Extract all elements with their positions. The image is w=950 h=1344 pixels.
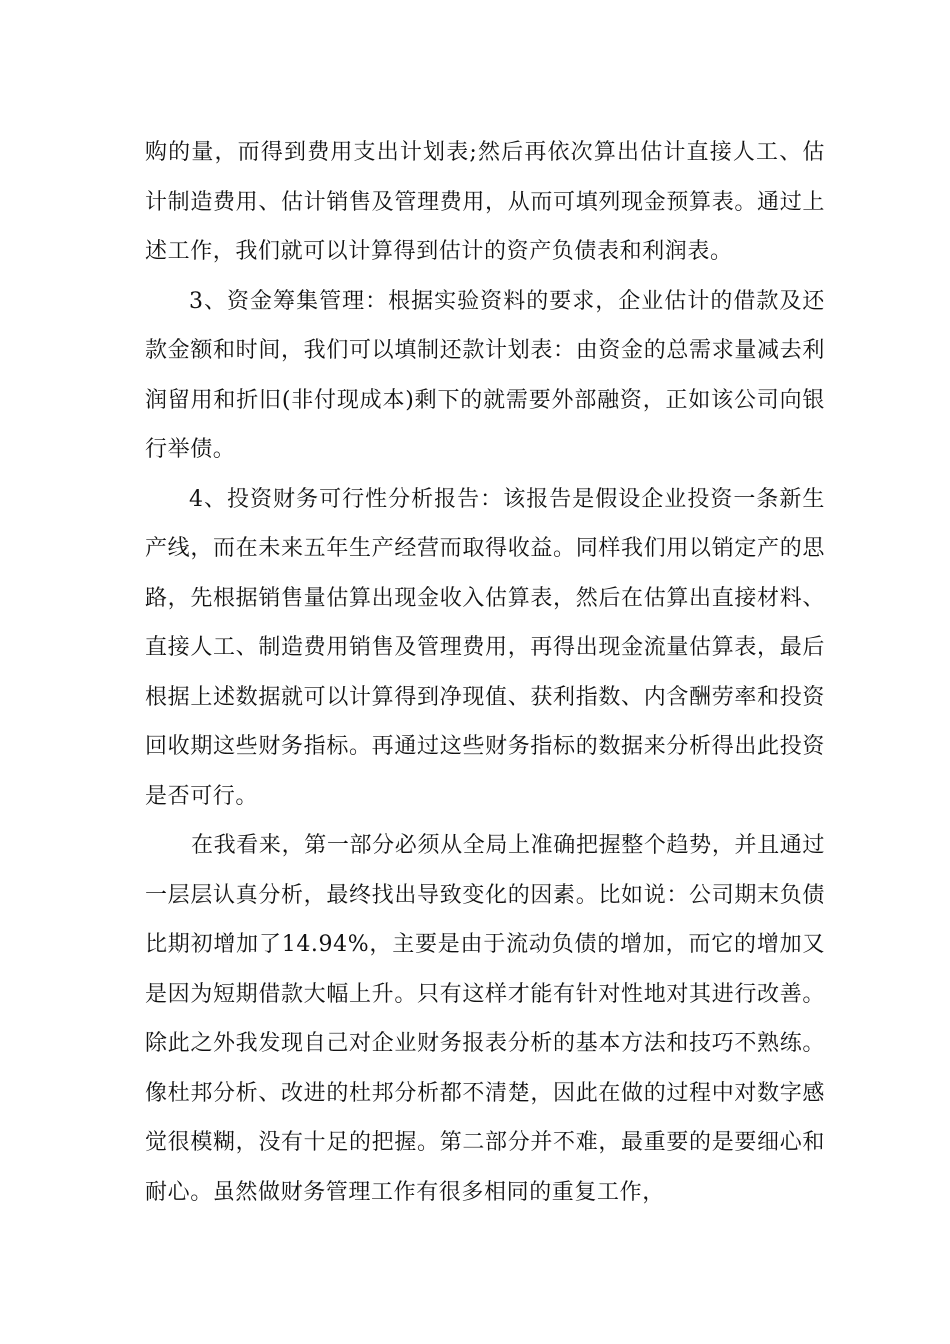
paragraph-reflection: 在我看来，第一部分必须从全局上准确把握整个趋势，并且通过一层层认真分析，最终找出导致变化的因素。比如说：公司期末负债比期初增加了14.94%，主要是由于流动负债的增加，而它的增加又是因为短期借款大幅上升。只有这样才能有针对性地对其进行改善。除此之外我发现自己对企业财务报表分析的基本方法和技巧不熟练。像杜邦分析、改进的杜邦分析都不清楚，因此在做的过程中对数字感觉很模糊，没有十足的把握。第二部分并不难，最重要的是要细心和耐心。虽然做财务管理工作有很多相同的重复工作， (145, 833, 825, 1205)
paragraph-budget-continuation: 购的量，而得到费用支出计划表;然后再依次算出估计直接人工、估计制造费用、估计销售及管理费用，从而可填列现金预算表。通过上述工作，我们就可以计算得到估计的资产负债表和利润表。 (145, 140, 825, 264)
paragraph-investment-feasibility: 4、投资财务可行性分析报告：该报告是假设企业投资一条新生产线，而在未来五年生产经营而取得收益。同样我们用以销定产的思路，先根据销售量估算出现金收入估算表，然后在估算出直接材料、直接人工、制造费用销售及管理费用，再得出现金流量估算表，最后根据上述数据就可以计算得到净现值、获利指数、内含酬劳率和投资回收期这些财务指标。再通过这些财务指标的数据来分析得出此投资是否可行。 (145, 486, 825, 809)
document-body (145, 128, 825, 1217)
paragraph-fund-raising: 3、资金筹集管理：根据实验资料的要求，企业估计的借款及还款金额和时间，我们可以填制还款计划表：由资金的总需求量减去利润留用和折旧(非付现成本)剩下的就需要外部融资，正如该公司向银行举债。 (145, 288, 825, 462)
